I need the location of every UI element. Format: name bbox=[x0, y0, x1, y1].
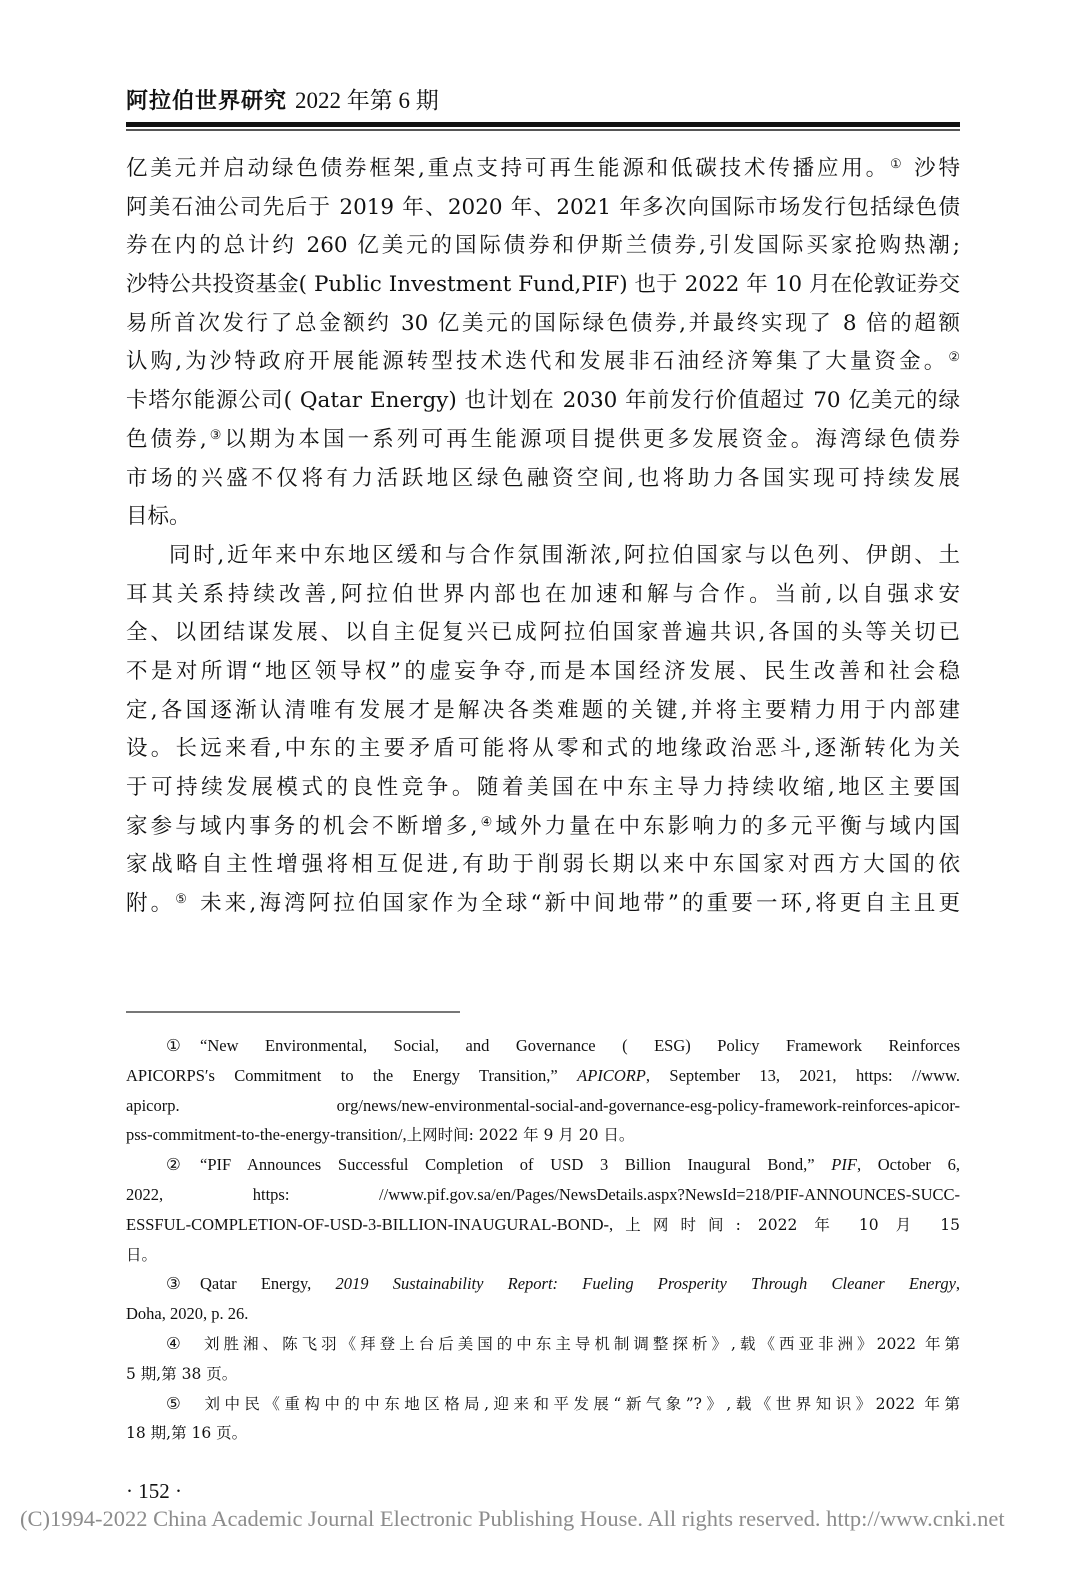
footnote-mark: ② bbox=[166, 1155, 181, 1175]
footnote-mark: ③ bbox=[166, 1274, 181, 1294]
footnote-4: ④ 刘胜湘、陈飞羽《拜登上台后美国的中东主导机制调整探析》,载《西亚非洲》2022 年第 bbox=[126, 1329, 960, 1359]
footnote-1-line: APICORPS′s Commitment to the Energy Transition,” APICORP, September 13, 2021, https: //www. bbox=[126, 1065, 960, 1085]
body-line: 附。⑤ 未来,海湾阿拉伯国家作为全球“新中间地带”的重要一环,将更自主且更 bbox=[126, 891, 960, 917]
report-title: 2019 Sustainability Report: Fueling Prosperity Through Cleaner Energy bbox=[335, 1274, 956, 1294]
source-name: APICORP bbox=[577, 1065, 646, 1085]
body-line: 家参与域内事务的机会不断增多,④域外力量在中东影响力的多元平衡与域内国 bbox=[126, 813, 960, 839]
footnote-ref-4[interactable]: ④ bbox=[477, 814, 496, 830]
body-line: 沙特公共投资基金( Public Investment Fund,PIF) 也于 2022 年 10 月在伦敦证券交 bbox=[126, 272, 960, 298]
body-line: 卡塔尔能源公司( Qatar Energy) 也计划在 2030 年前发行价值超过 70 亿美元的绿 bbox=[126, 388, 960, 414]
body-line: 定,各国逐渐认清唯有发展才是解决各类难题的关键,并将主要精力用于内部建 bbox=[126, 697, 960, 723]
body-line: 目标。 bbox=[126, 504, 191, 530]
footnote-5: ⑤ 刘中民《重构中的中东地区格局,迎来和平发展“新气象”?》,载《世界知识》2022 年第 bbox=[126, 1389, 960, 1419]
body-line: 全、以团结谋发展、以自主促复兴已成阿拉伯国家普遍共识,各国的头等关切已 bbox=[126, 620, 960, 646]
footnote-2-line: 日。 bbox=[126, 1245, 158, 1264]
body-line: 于可持续发展模式的良性竞争。随着美国在中东主导力持续收缩,地区主要国 bbox=[126, 775, 960, 800]
footnote-url[interactable]: pss-commitment-to-the-energy-transition/, bbox=[126, 1125, 407, 1145]
footnote-3-line: Doha, 2020, p. 26. bbox=[126, 1304, 249, 1324]
header-rule-thick bbox=[126, 122, 960, 127]
body-line: 易所首次发行了总金额约 30 亿美元的国际绿色债券,并最终实现了 8 倍的超额 bbox=[126, 310, 960, 336]
footnote-mark: ⑤ bbox=[166, 1393, 181, 1413]
body-text bbox=[126, 150, 960, 924]
running-header bbox=[126, 84, 439, 118]
footnotes bbox=[126, 1031, 960, 1448]
copyright-notice: (C)1994-2022 China Academic Journal Electronic Publishing House. All rights reserved. http://www.cnki.net bbox=[20, 1506, 1005, 1531]
body-line: 券在内的总计约 260 亿美元的国际债券和伊斯兰债券,引发国际买家抢购热潮; bbox=[126, 233, 960, 259]
body-line: 市场的兴盛不仅将有力活跃地区绿色融资空间,也将助力各国实现可持续发展 bbox=[126, 465, 960, 491]
footnote-ref-2[interactable]: ② bbox=[948, 350, 960, 366]
footnote-separator bbox=[126, 1011, 460, 1013]
footnote-5-line: 18 期,第 16 页。 bbox=[126, 1424, 248, 1443]
footnote-2-line: ESSFUL-COMPLETION-OF-USD-3-BILLION-INAUGURAL-BOND-,上网时间: 2022 年 10 月 15 bbox=[126, 1214, 960, 1234]
footnote-url[interactable]: ESSFUL-COMPLETION-OF-USD-3-BILLION-INAUGURAL-BOND-, bbox=[126, 1214, 614, 1234]
issue-label: 2022 年第 6 期 bbox=[295, 88, 439, 113]
body-line: 耳其关系持续改善,阿拉伯世界内部也在加速和解与合作。当前,以自强求安 bbox=[126, 581, 960, 607]
footnote-3: ③ Qatar Energy, 2019 Sustainability Report: Fueling Prosperity Through Cleaner Energy, bbox=[126, 1269, 960, 1299]
body-line: 亿美元并启动绿色债券框架,重点支持可再生能源和低碳技术传播应用。① 沙特 bbox=[126, 156, 960, 181]
body-line: 色债券,③以期为本国一系列可再生能源项目提供更多发展资金。海湾绿色债券 bbox=[126, 426, 960, 452]
footnote-1-line: pss-commitment-to-the-energy-transition/,上网时间: 2022 年 9 月 20 日。 bbox=[126, 1125, 635, 1145]
footnote-2-line[interactable]: 2022, https: //www.pif.gov.sa/en/Pages/NewsDetails.aspx?NewsId=218/PIF-ANNOUNCES-SUCC- bbox=[126, 1184, 960, 1204]
footnote-mark: ① bbox=[166, 1036, 181, 1055]
footnote-1-line[interactable]: apicorp. org/news/new-environmental-social-and-governance-esg-policy-framework-reinforces-apicor- bbox=[126, 1095, 960, 1115]
body-line: 家战略自主性增强将相互促进,有助于削弱长期以来中东国家对西方大国的依 bbox=[126, 852, 960, 878]
header-rule-thin bbox=[126, 129, 960, 131]
footnote-mark: ④ bbox=[166, 1333, 181, 1353]
body-line: 认购,为沙特政府开展能源转型技术迭代和发展非石油经济筹集了大量资金。② bbox=[126, 349, 960, 375]
footnote-2: ② “PIF Announces Successful Completion of USD 3 Billion Inaugural Bond,” PIF, October 6, bbox=[126, 1150, 960, 1180]
footnote-ref-1[interactable]: ① bbox=[889, 157, 905, 172]
footnote-1: ① “New Environmental, Social, and Governance ( ESG) Policy Framework Reinforces bbox=[126, 1031, 960, 1061]
page-number: · 152 · bbox=[126, 1479, 182, 1503]
body-line: 设。长远来看,中东的主要矛盾可能将从零和式的地缘政治恶斗,逐渐转化为关 bbox=[126, 736, 960, 762]
body-line: 不是对所谓“地区领导权”的虚妄争夺,而是本国经济发展、民生改善和社会稳 bbox=[126, 658, 960, 684]
footnote-ref-5[interactable]: ⑤ bbox=[175, 892, 191, 908]
footnote-ref-3[interactable]: ③ bbox=[206, 427, 225, 443]
body-line: 阿美石油公司先后于 2019 年、2020 年、2021 年多次向国际市场发行包括绿色债 bbox=[126, 194, 960, 220]
footnote-4-line: 5 期,第 38 页。 bbox=[126, 1364, 238, 1383]
body-line: 同时,近年来中东地区缓和与合作氛围渐浓,阿拉伯国家与以色列、伊朗、土 bbox=[169, 542, 960, 568]
source-name: PIF bbox=[831, 1155, 857, 1175]
journal-title: 阿拉伯世界研究 bbox=[126, 88, 288, 114]
